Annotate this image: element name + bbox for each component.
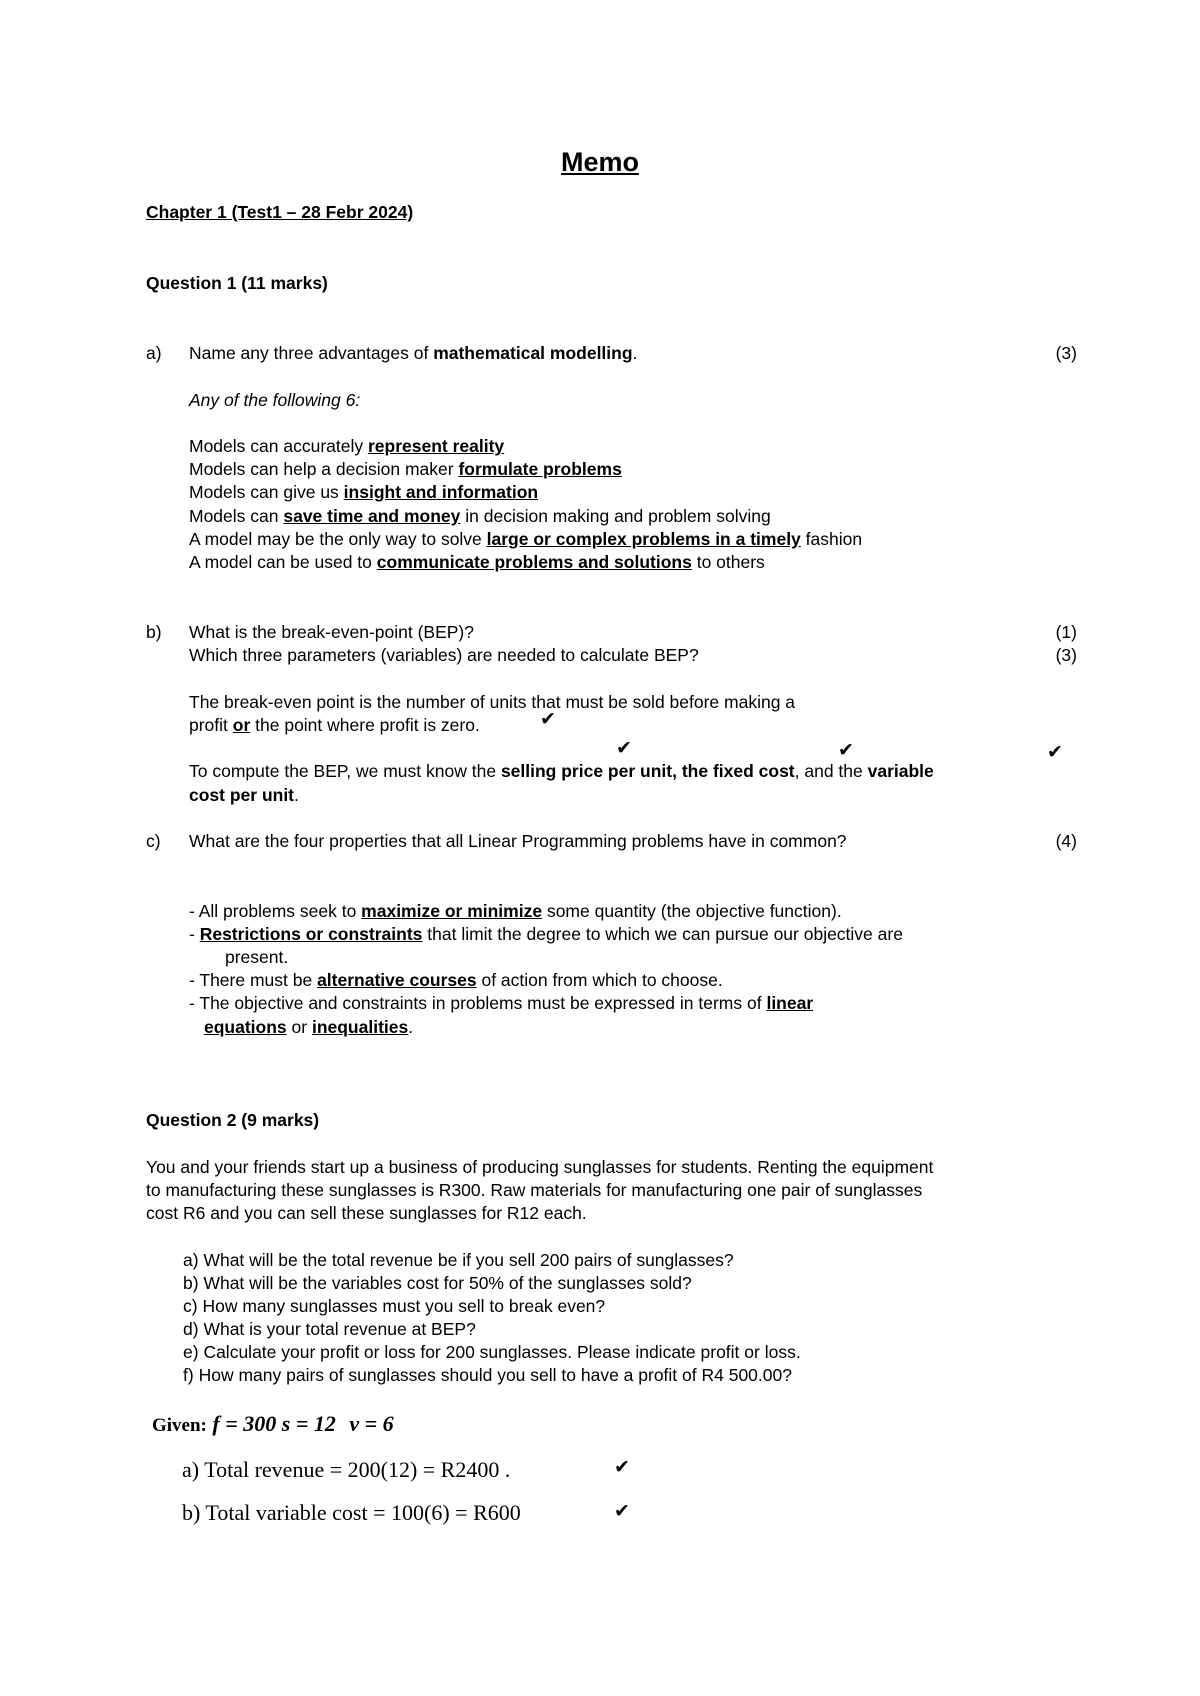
q1b-question-2: Which three parameters (variables) are needed to calculate BEP? xyxy=(189,645,699,665)
q1c-label: c) xyxy=(146,831,161,851)
q1b-answer-line: cost per unit. xyxy=(189,785,299,805)
q2-intro-line: to manufacturing these sunglasses is R300. Raw materials for manufacturing one pair of sunglasses xyxy=(146,1180,923,1200)
q1b-answer-line: The break-even point is the number of units that must be sold before making a xyxy=(189,692,796,712)
q2-intro-line: You and your friends start up a business of producing sunglasses for students. Renting the equipment xyxy=(146,1157,934,1177)
list-item-continuation: present. xyxy=(225,947,289,967)
check-mark-icon: ✔ xyxy=(838,739,854,761)
list-item: Models can accurately represent reality xyxy=(189,436,505,456)
page-title: Memo xyxy=(560,147,639,177)
q1b-question-1: What is the break-even-point (BEP)? xyxy=(189,622,474,642)
q1c-question: What are the four properties that all Linear Programming problems have in common? xyxy=(189,831,847,851)
list-item: b) What will be the variables cost for 50% of the sunglasses sold? xyxy=(183,1273,692,1293)
check-mark-icon: ✔ xyxy=(1047,741,1063,763)
list-item-continuation: equations or inequalities. xyxy=(204,1017,414,1037)
q1a-question: Name any three advantages of mathematical modelling. xyxy=(189,343,638,363)
q1b-label: b) xyxy=(146,622,162,642)
check-mark-icon: ✔ xyxy=(540,708,556,730)
list-item: A model may be the only way to solve large or complex problems in a timely fashion xyxy=(189,529,863,549)
q2-answer-b: b) Total variable cost = 100(6) = R600 xyxy=(182,1500,521,1525)
q2-answer-a: a) Total revenue = 200(12) = R2400 . xyxy=(182,1457,511,1482)
q1b-marks-1: (1) xyxy=(1055,622,1077,642)
list-item: - There must be alternative courses of action from which to choose. xyxy=(189,970,723,990)
given-line: Given: f = 300 s = 12 v = 6 xyxy=(152,1411,394,1436)
check-mark-icon: ✔ xyxy=(614,1500,630,1522)
check-mark-icon: ✔ xyxy=(616,737,632,759)
list-item: Models can save time and money in decision making and problem solving xyxy=(189,506,771,526)
chapter-heading: Chapter 1 (Test1 – 28 Febr 2024) xyxy=(146,202,414,222)
question-2-heading: Question 2 (9 marks) xyxy=(146,1110,320,1130)
list-item: Models can give us insight and information xyxy=(189,482,539,502)
list-item: - The objective and constraints in problems must be expressed in terms of linear xyxy=(189,993,814,1013)
list-item: f) How many pairs of sunglasses should you sell to have a profit of R4 500.00? xyxy=(183,1365,792,1385)
q1b-marks-2: (3) xyxy=(1055,645,1077,665)
list-item: c) How many sunglasses must you sell to break even? xyxy=(183,1296,606,1316)
q1b-answer-line: To compute the BEP, we must know the selling price per unit, the fixed cost, and the variable xyxy=(189,761,934,781)
list-item: - All problems seek to maximize or minimize some quantity (the objective function). xyxy=(189,901,842,921)
check-mark-icon: ✔ xyxy=(614,1456,630,1478)
q1b-answer-line: profit or the point where profit is zero. xyxy=(189,715,480,735)
list-item: e) Calculate your profit or loss for 200 sunglasses. Please indicate profit or loss. xyxy=(183,1342,801,1362)
q1a-label: a) xyxy=(146,343,162,363)
list-item: a) What will be the total revenue be if you sell 200 pairs of sunglasses? xyxy=(183,1250,734,1270)
question-1-heading: Question 1 (11 marks) xyxy=(146,273,328,293)
list-item: A model can be used to communicate problems and solutions to others xyxy=(189,552,765,572)
list-item: - Restrictions or constraints that limit the degree to which we can pursue our objective are xyxy=(189,924,903,944)
list-item: d) What is your total revenue at BEP? xyxy=(183,1319,476,1339)
q1c-marks: (4) xyxy=(1055,831,1077,851)
q2-intro-line: cost R6 and you can sell these sunglasses for R12 each. xyxy=(146,1203,587,1223)
q1a-marks: (3) xyxy=(1055,343,1077,363)
q1a-note: Any of the following 6: xyxy=(189,390,361,410)
list-item: Models can help a decision maker formulate problems xyxy=(189,459,622,479)
